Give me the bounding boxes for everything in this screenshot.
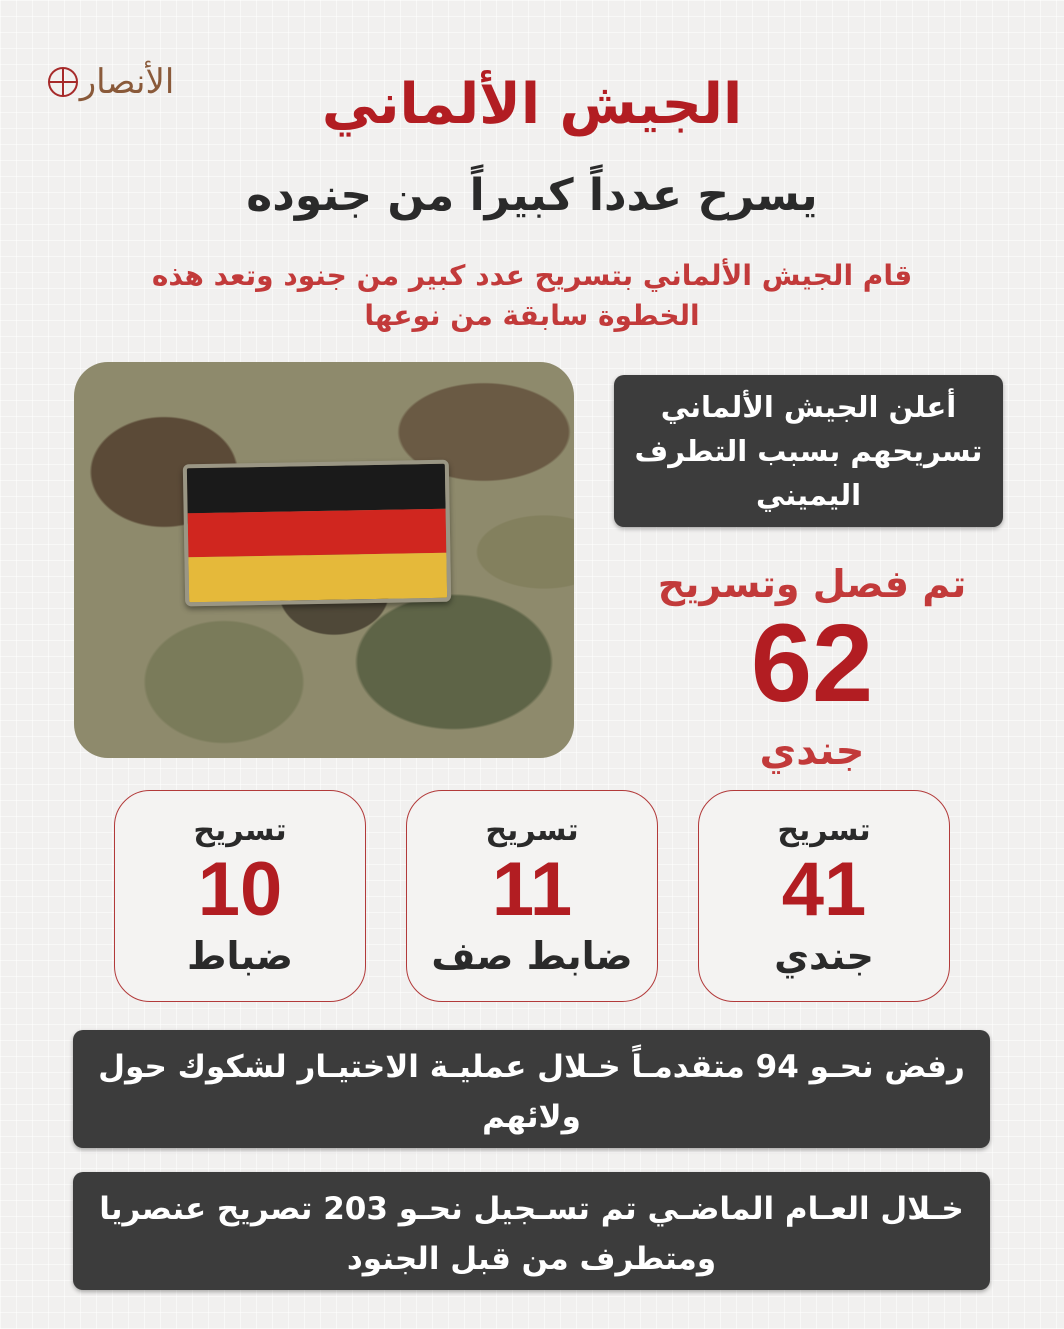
fact-text: رفض نحـو 94 متقدمـاً خـلال عمليـة الاختيـار لشكوك حول ولائهم	[98, 1049, 965, 1135]
flag-stripe-red	[188, 508, 447, 557]
stat-card-unit: ضباط	[187, 934, 293, 978]
stat-card-officers	[114, 790, 366, 1002]
uniform-photo	[74, 362, 574, 758]
stat-card-label: تسريح	[485, 813, 579, 848]
stat-card-number: 10	[197, 847, 283, 932]
total-number: 62	[750, 602, 874, 725]
fact-box-incidents	[73, 1172, 990, 1290]
stat-card-label: تسريح	[193, 813, 287, 848]
german-flag-patch	[183, 460, 451, 607]
stat-card-unit: جندي	[774, 934, 874, 978]
fact-text: خـلال العـام الماضـي تم تسـجيل نحـو 203 تصريح عنصريا ومتطرف من قبل الجنود	[99, 1191, 964, 1277]
page-subtitle: يسرح عدداً كبيراً من جنوده	[246, 170, 818, 221]
stat-card-ncos	[406, 790, 658, 1002]
stat-card-unit: ضابط صف	[431, 934, 633, 978]
stat-card-number: 11	[491, 847, 573, 932]
total-label: تم فصل وتسريح	[657, 562, 967, 606]
announcement-text: أعلن الجيش الألماني تسريحهم بسبب التطرف اليميني	[634, 390, 983, 512]
logo-text: الأنصار	[79, 62, 175, 102]
stat-card-label: تسريح	[777, 813, 871, 848]
total-unit: جندي	[759, 728, 865, 774]
stat-card-soldiers	[698, 790, 950, 1002]
flag-stripe-black	[187, 464, 446, 513]
fact-box-rejected	[73, 1030, 990, 1148]
page-title: الجيش الألماني	[321, 72, 743, 137]
announcement-box	[614, 375, 1003, 527]
intro-text: قام الجيش الألماني بتسريح عدد كبير من جنود وتعد هذه الخطوة سابقة من نوعها	[151, 259, 913, 332]
stat-card-number: 41	[781, 847, 867, 932]
flag-stripe-gold	[188, 553, 447, 602]
